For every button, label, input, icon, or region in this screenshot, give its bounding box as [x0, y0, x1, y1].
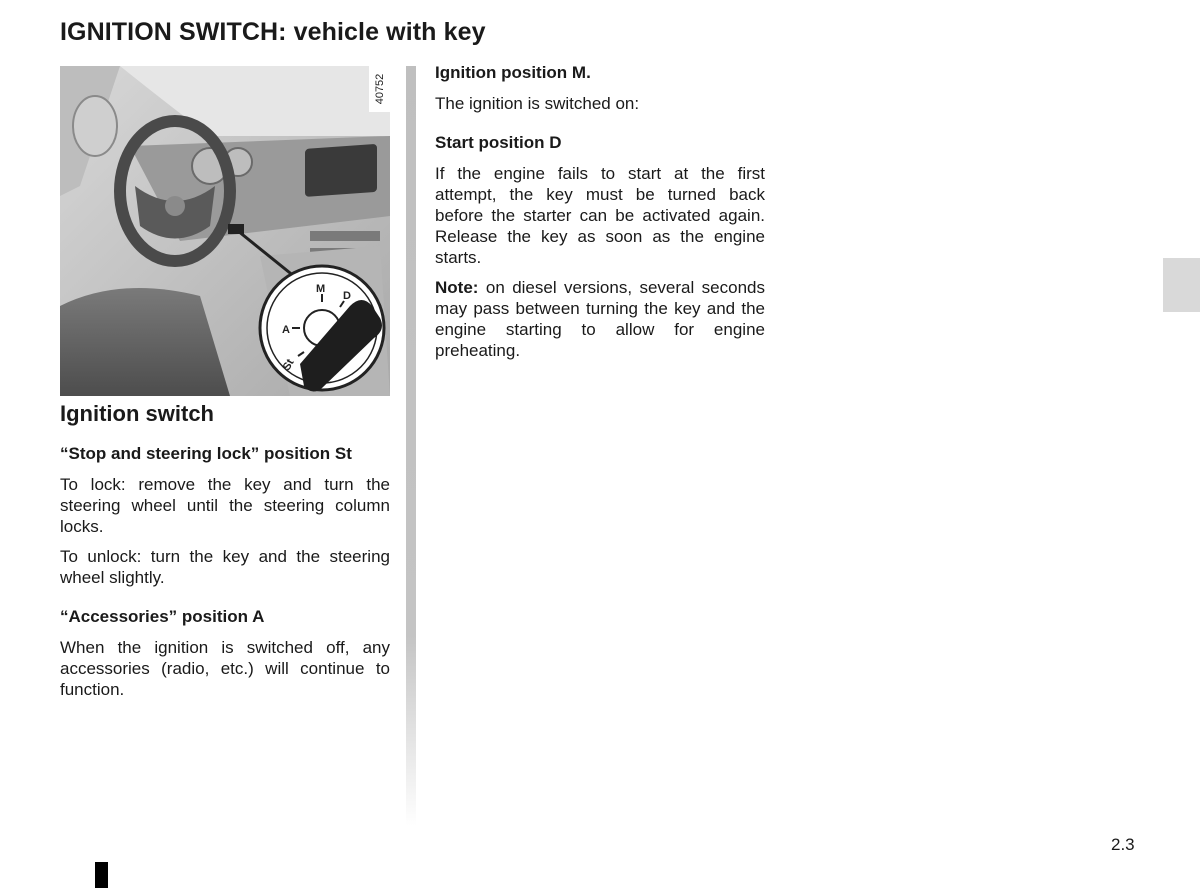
left-column [60, 401, 390, 709]
dial-label-d: D [343, 290, 351, 302]
page-number: 2.3 [1111, 835, 1135, 854]
note-paragraph [435, 277, 765, 361]
figure-code-box [369, 66, 390, 112]
page-title: IGNITION SWITCH: vehicle with key [60, 18, 486, 46]
dial-label-a: A [282, 324, 290, 336]
dial-label-m: M [316, 283, 326, 295]
column-divider [406, 66, 416, 826]
section-heading: Ignition switch [60, 401, 214, 426]
m-position-text: The ignition is switched on: [435, 94, 640, 113]
dial-label-st: St [280, 357, 297, 373]
d-position-title: Start position D [435, 133, 562, 152]
m-position-title: Ignition position M. [435, 63, 591, 82]
note-text: on diesel versions, several seconds may pass between turning the key and the engine starting to allow for engine preheating. [435, 278, 765, 360]
note-label: Note: [435, 278, 479, 297]
ignition-switch-illustration [60, 66, 390, 396]
right-column [435, 62, 765, 370]
chapter-tab [1163, 258, 1200, 312]
corner-mark [95, 862, 108, 888]
accessories-text: When the ignition is switched off, any accessories (radio, etc.) will continue to function. [60, 638, 390, 699]
stop-unlock-text: To unlock: turn the key and the steering wheel slightly. [60, 547, 390, 587]
figure-code: 40752 [373, 73, 386, 105]
stop-position-title: “Stop and steering lock” position St [60, 444, 352, 463]
accessories-position-title: “Accessories” position A [60, 607, 265, 626]
stop-lock-text: To lock: remove the key and turn the steering wheel until the steering column locks. [60, 475, 390, 536]
d-position-text: If the engine fails to start at the first attempt, the key must be turned back before the starter can be activated again. Release the key as soon as the engine starts. [435, 164, 765, 267]
